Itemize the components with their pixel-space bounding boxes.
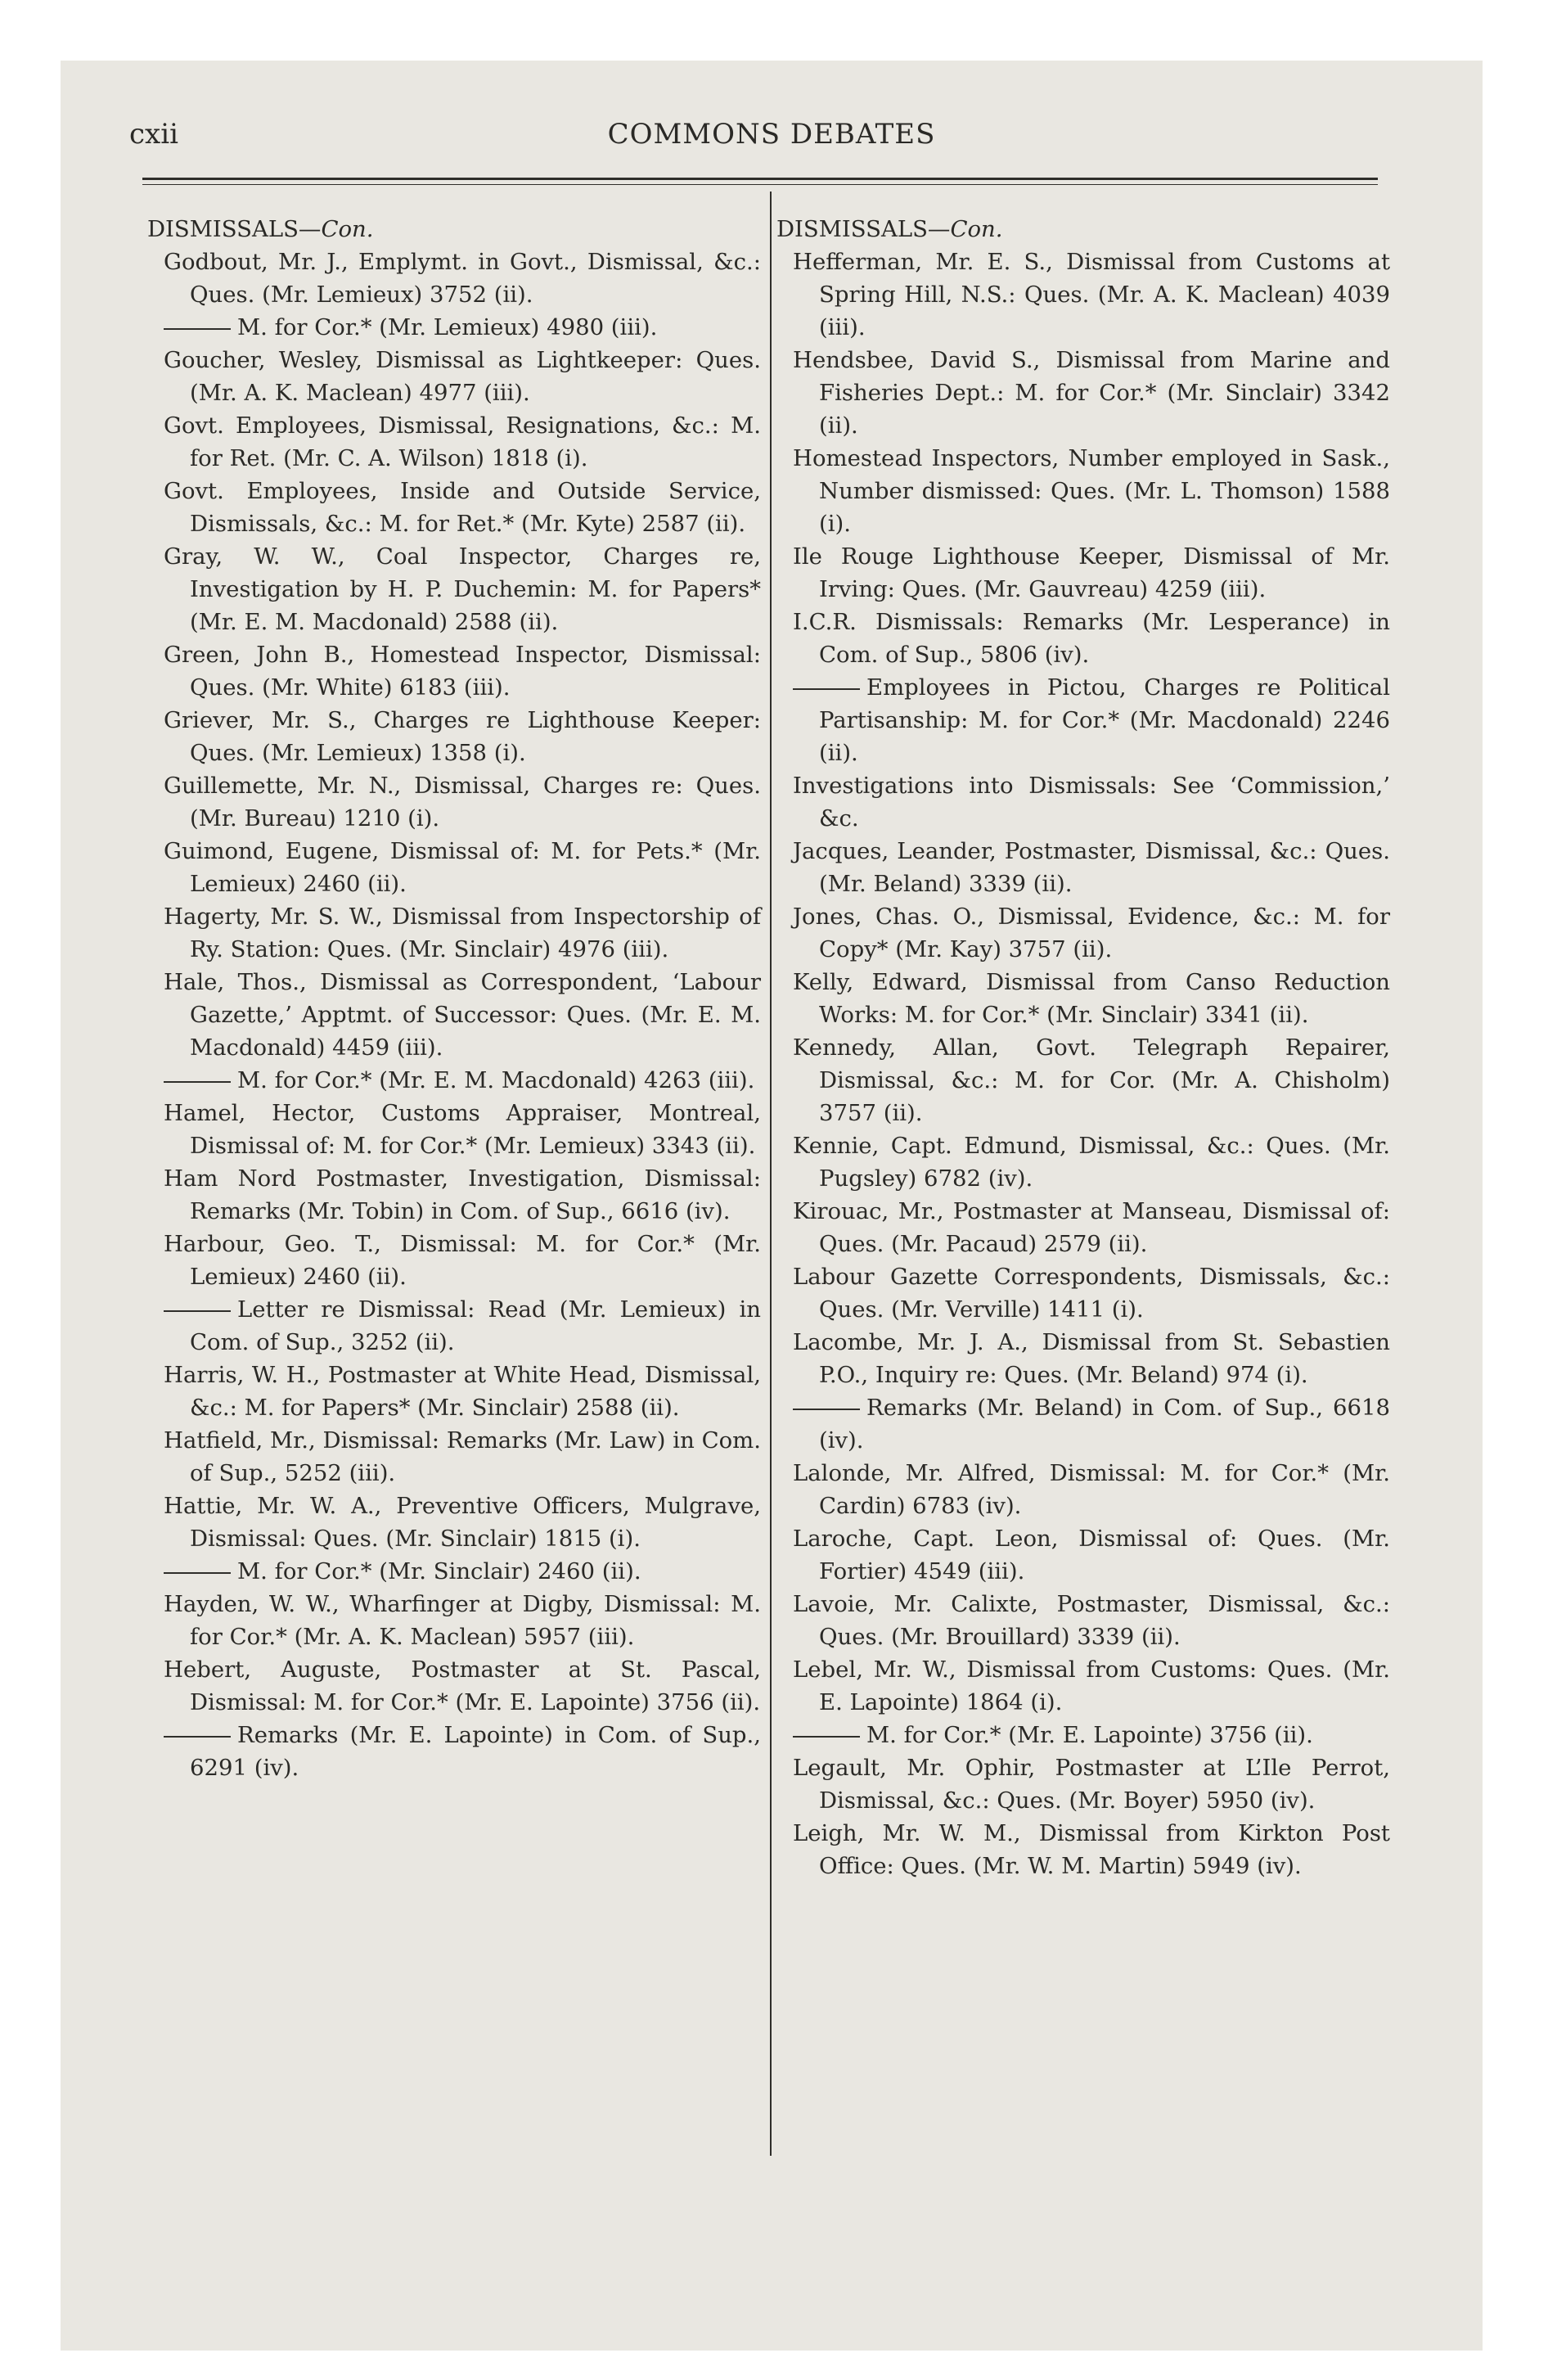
entry-text: Legault, Mr. Ophir, Postmaster at L’Ile Perrot, Dismissal, &c.: Ques. (Mr. Boyer) 5950 (iv). — [793, 1755, 1390, 1814]
index-entry — [793, 1129, 1390, 1195]
ditto-dash — [793, 688, 860, 690]
index-column-right — [776, 213, 1390, 1882]
index-entry — [164, 704, 761, 769]
entry-text: Govt. Employees, Dismissal, Resignations, &c.: M. for Ret. (Mr. C. A. Wilson) 1818 (i). — [164, 412, 761, 471]
entry-text: Remarks (Mr. E. Lapointe) in Com. of Sup., 6291 (iv). — [190, 1722, 761, 1781]
index-entry — [164, 1097, 761, 1162]
entry-text: Govt. Employees, Inside and Outside Service, Dismissals, &c.: M. for Ret.* (Mr. Kyte) 2587 (ii). — [164, 478, 761, 537]
entry-text: Hale, Thos., Dismissal as Correspondent, ‘Labour Gazette,’ Apptmt. of Successor: Ques. (Mr. E. M. Macdonald) 4459 (iii). — [164, 969, 761, 1061]
index-entry — [164, 1653, 761, 1719]
scanned-page — [61, 61, 1483, 2351]
index-entry — [793, 1391, 1390, 1457]
index-entry — [164, 769, 761, 835]
entry-text: Green, John B., Homestead Inspector, Dismissal: Ques. (Mr. White) 6183 (iii). — [164, 642, 761, 701]
index-entry — [793, 246, 1390, 344]
index-entry — [793, 1260, 1390, 1326]
entry-text: Labour Gazette Correspondents, Dismissals, &c.: Ques. (Mr. Verville) 1411 (i). — [793, 1264, 1390, 1323]
entry-text: Remarks (Mr. Beland) in Com. of Sup., 6618 (iv). — [819, 1395, 1390, 1454]
entry-text: Guimond, Eugene, Dismissal of: M. for Pets.* (Mr. Lemieux) 2460 (ii). — [164, 838, 761, 897]
index-entry — [164, 1359, 761, 1424]
index-entry — [793, 344, 1390, 442]
entry-text: Kirouac, Mr., Postmaster at Manseau, Dismissal of: Ques. (Mr. Pacaud) 2579 (ii). — [793, 1198, 1390, 1257]
index-entry — [164, 1555, 761, 1588]
index-entry — [793, 1031, 1390, 1129]
index-entry — [793, 769, 1390, 835]
column-heading — [147, 213, 761, 246]
entry-text: Lavoie, Mr. Calixte, Postmaster, Dismissal, &c.: Ques. (Mr. Brouillard) 3339 (ii). — [793, 1591, 1390, 1650]
index-entry — [164, 344, 761, 409]
entry-text: Hattie, Mr. W. A., Preventive Officers, Mulgrave, Dismissal: Ques. (Mr. Sinclair) 1815 (i). — [164, 1493, 761, 1552]
index-entry — [164, 540, 761, 638]
entry-text: Laroche, Capt. Leon, Dismissal of: Ques. (Mr. Fortier) 4549 (iii). — [793, 1526, 1390, 1584]
index-entry — [793, 900, 1390, 966]
entry-text: Kennie, Capt. Edmund, Dismissal, &c.: Ques. (Mr. Pugsley) 6782 (iv). — [793, 1133, 1390, 1192]
index-entry — [164, 475, 761, 540]
index-entry — [793, 1457, 1390, 1522]
entry-text: Hendsbee, David S., Dismissal from Marine and Fisheries Dept.: M. for Cor.* (Mr. Sinclair) 3342 (ii). — [793, 347, 1390, 439]
index-entry — [793, 442, 1390, 540]
entry-text: Godbout, Mr. J., Emplymt. in Govt., Dismissal, &c.: Ques. (Mr. Lemieux) 3752 (ii). — [164, 249, 761, 308]
entry-text: Lacombe, Mr. J. A., Dismissal from St. Sebastien P.O., Inquiry re: Ques. (Mr. Beland) 974 (i). — [793, 1329, 1390, 1388]
entry-text: Hagerty, Mr. S. W., Dismissal from Inspectorship of Ry. Station: Ques. (Mr. Sinclair) 4976 (iii). — [164, 904, 761, 962]
entry-text: Hayden, W. W., Wharfinger at Digby, Dismissal: M. for Cor.* (Mr. A. K. Maclean) 5957 (iii). — [164, 1591, 761, 1650]
entry-text: Ham Nord Postmaster, Investigation, Dismissal: Remarks (Mr. Tobin) in Com. of Sup., 6616 (iv). — [164, 1165, 761, 1224]
ditto-dash — [164, 1081, 231, 1083]
index-entry — [793, 966, 1390, 1031]
index-entry — [793, 1653, 1390, 1719]
entry-text: Homestead Inspectors, Number employed in Sask., Number dismissed: Ques. (Mr. L. Thomson) 1588 (i). — [793, 445, 1390, 537]
entry-text: Harris, W. H., Postmaster at White Head, Dismissal, &c.: M. for Papers* (Mr. Sinclair) 2588 (ii). — [164, 1362, 761, 1421]
column-heading — [776, 213, 1390, 246]
entry-text: Leigh, Mr. W. M., Dismissal from Kirkton Post Office: Ques. (Mr. W. M. Martin) 5949 (iv). — [793, 1820, 1390, 1879]
entry-text: Griever, Mr. S., Charges re Lighthouse Keeper: Ques. (Mr. Lemieux) 1358 (i). — [164, 707, 761, 766]
index-entry — [164, 246, 761, 311]
entry-text: Hefferman, Mr. E. S., Dismissal from Customs at Spring Hill, N.S.: Ques. (Mr. A. K. Maclean) 4039 (iii). — [793, 249, 1390, 340]
index-entry — [793, 1522, 1390, 1588]
index-entry — [793, 1588, 1390, 1653]
heading-continued: Con. — [950, 216, 1003, 242]
index-entry — [793, 1719, 1390, 1751]
entry-text: M. for Cor.* (Mr. E. Lapointe) 3756 (ii). — [866, 1722, 1313, 1748]
page-number: cxii — [129, 118, 178, 151]
ditto-dash — [164, 328, 231, 330]
entry-text: Guillemette, Mr. N., Dismissal, Charges re: Ques. (Mr. Bureau) 1210 (i). — [164, 773, 761, 832]
entry-list — [793, 246, 1390, 1882]
column-divider — [770, 192, 772, 2156]
entry-text: M. for Cor.* (Mr. Lemieux) 4980 (iii). — [237, 314, 658, 340]
index-entry — [164, 966, 761, 1064]
ditto-dash — [793, 1409, 860, 1410]
index-entry — [793, 1817, 1390, 1882]
entry-text: Kennedy, Allan, Govt. Telegraph Repairer, Dismissal, &c.: M. for Cor. (Mr. A. Chisholm) 3757 (ii). — [793, 1034, 1390, 1126]
index-entry — [164, 835, 761, 900]
index-entry — [164, 409, 761, 475]
index-entry — [164, 638, 761, 704]
running-header — [61, 110, 1483, 159]
header-rule-thin — [142, 184, 1378, 185]
index-entry — [164, 1228, 761, 1293]
index-entry — [164, 1490, 761, 1555]
index-entry — [164, 1064, 761, 1097]
ditto-dash — [164, 1310, 231, 1312]
index-entry — [164, 311, 761, 344]
entry-text: Lalonde, Mr. Alfred, Dismissal: M. for Cor.* (Mr. Cardin) 6783 (iv). — [793, 1460, 1390, 1519]
header-rule-thick — [142, 178, 1378, 180]
index-column-left — [147, 213, 761, 1784]
running-title: COMMONS DEBATES — [607, 118, 936, 151]
ditto-dash — [164, 1736, 231, 1738]
index-entry — [793, 1751, 1390, 1817]
entry-text: Harbour, Geo. T., Dismissal: M. for Cor.* (Mr. Lemieux) 2460 (ii). — [164, 1231, 761, 1290]
entry-text: Letter re Dismissal: Read (Mr. Lemieux) in Com. of Sup., 3252 (ii). — [190, 1296, 761, 1355]
entry-text: I.C.R. Dismissals: Remarks (Mr. Lesperance) in Com. of Sup., 5806 (iv). — [793, 609, 1390, 668]
index-entry — [164, 1293, 761, 1359]
entry-text: Goucher, Wesley, Dismissal as Lightkeeper: Ques. (Mr. A. K. Maclean) 4977 (iii). — [164, 347, 761, 406]
index-entry — [793, 1326, 1390, 1391]
index-entry — [164, 900, 761, 966]
entry-text: Lebel, Mr. W., Dismissal from Customs: Ques. (Mr. E. Lapointe) 1864 (i). — [793, 1657, 1390, 1715]
entry-text: Hebert, Auguste, Postmaster at St. Pascal, Dismissal: M. for Cor.* (Mr. E. Lapointe) 3756 (ii). — [164, 1657, 761, 1715]
entry-text: Kelly, Edward, Dismissal from Canso Reduction Works: M. for Cor.* (Mr. Sinclair) 3341 (ii). — [793, 969, 1390, 1028]
ditto-dash — [793, 1736, 860, 1738]
entry-text: Ile Rouge Lighthouse Keeper, Dismissal of Mr. Irving: Ques. (Mr. Gauvreau) 4259 (iii). — [793, 543, 1390, 602]
index-entry — [793, 671, 1390, 769]
index-entry — [793, 606, 1390, 671]
index-entry — [793, 540, 1390, 606]
index-entry — [164, 1588, 761, 1653]
entry-text: Investigations into Dismissals: See ‘Commission,’ &c. — [793, 773, 1390, 832]
entry-text: Jones, Chas. O., Dismissal, Evidence, &c.: M. for Copy* (Mr. Kay) 3757 (ii). — [793, 904, 1390, 962]
entry-text: Hamel, Hector, Customs Appraiser, Montreal, Dismissal of: M. for Cor.* (Mr. Lemieux) 3343 (ii). — [164, 1100, 761, 1159]
heading-text: DISMISSALS— — [776, 216, 951, 242]
entry-list — [164, 246, 761, 1784]
heading-text: DISMISSALS— — [147, 216, 322, 242]
index-entry — [164, 1424, 761, 1490]
entry-text: Jacques, Leander, Postmaster, Dismissal, &c.: Ques. (Mr. Beland) 3339 (ii). — [793, 838, 1390, 897]
index-entry — [793, 1195, 1390, 1260]
entry-text: M. for Cor.* (Mr. E. M. Macdonald) 4263 (iii). — [237, 1067, 755, 1093]
index-entry — [793, 835, 1390, 900]
entry-text: Hatfield, Mr., Dismissal: Remarks (Mr. Law) in Com. of Sup., 5252 (iii). — [164, 1427, 761, 1486]
entry-text: M. for Cor.* (Mr. Sinclair) 2460 (ii). — [237, 1558, 641, 1584]
index-entry — [164, 1162, 761, 1228]
entry-text: Employees in Pictou, Charges re Political Partisanship: M. for Cor.* (Mr. Macdonald) 2246 (ii). — [819, 674, 1390, 766]
heading-continued: Con. — [321, 216, 374, 242]
entry-text: Gray, W. W., Coal Inspector, Charges re, Investigation by H. P. Duchemin: M. for Papers* (Mr. E. M. Macdonald) 2588 (ii). — [164, 543, 761, 635]
index-entry — [164, 1719, 761, 1784]
ditto-dash — [164, 1572, 231, 1574]
